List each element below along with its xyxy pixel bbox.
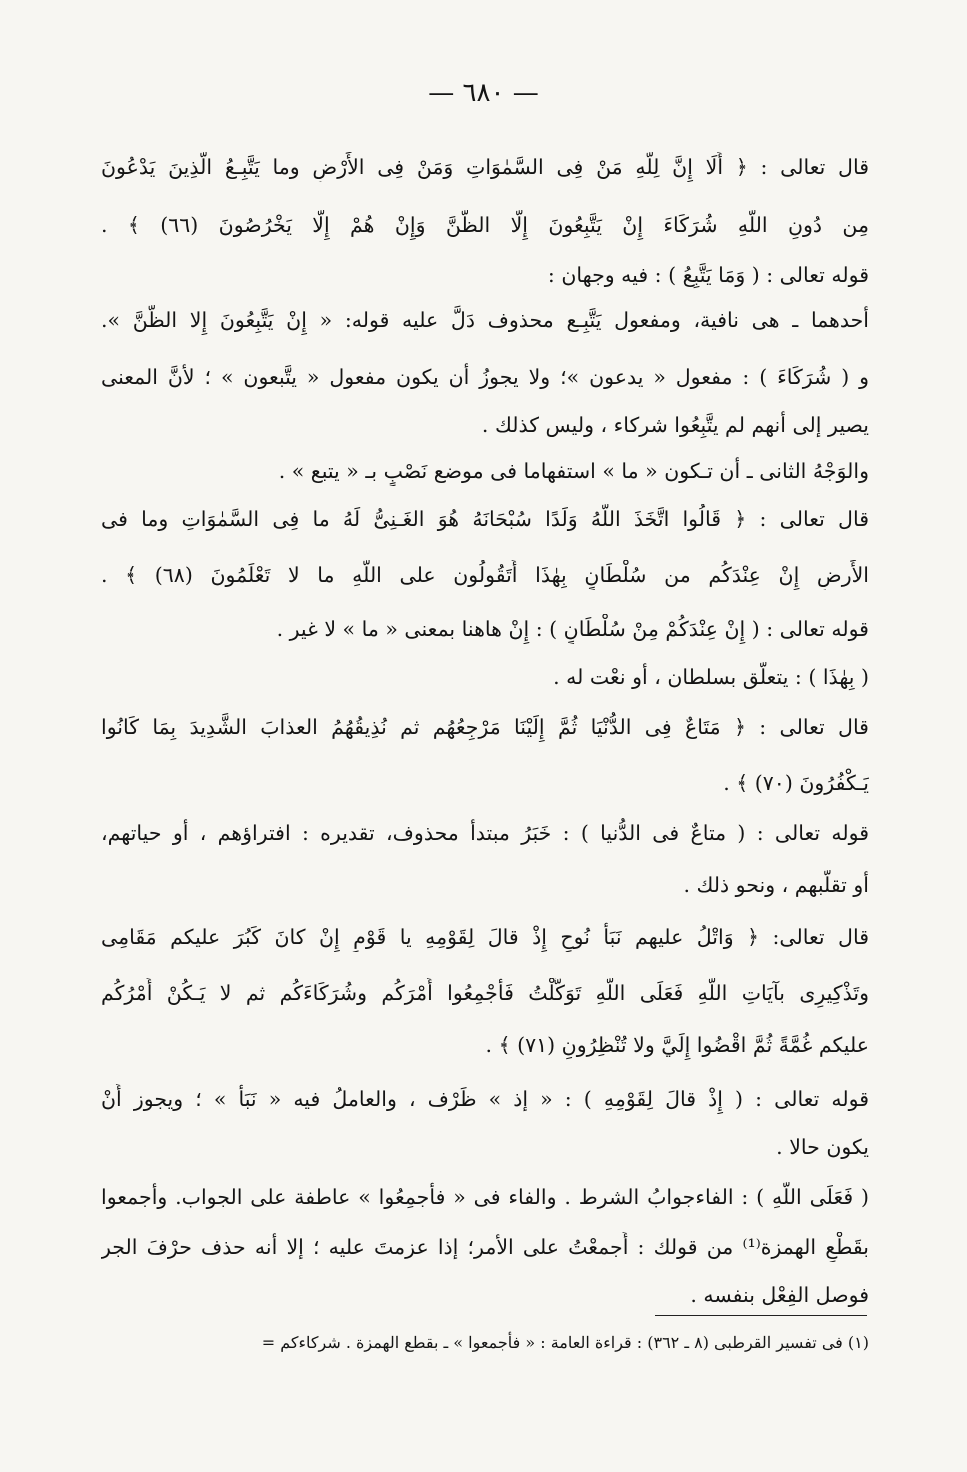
- text-line: قوله تعالى : ( وَمَا يَتَّبِعُ ) : فيه وجهان :: [547, 263, 869, 287]
- text-line: يكون حالا .: [776, 1135, 869, 1159]
- text-line: قال تعالى : ﴿ قَالُوا اتَّخَذَ اللَّهُ وَلَدًا سُبْحَانَهُ هُوَ الغَـنِىُّ لَهُ ما فِى السَّمٰوَاتِ وما فى: [101, 507, 869, 531]
- text-line: مِن دُونِ اللَّهِ شُرَكَاءَ إِنْ يَتَّبِعُونَ إِلَّا الظَّنَّ وَإِنْ هُمْ إِلَّا يَخْرُصُونَ (٦٦) ﴾ .: [101, 213, 869, 237]
- text-line: والوَجْهُ الثانى ـ أن تـكون « ما » استفهاما فى موضع نَصْبٍ بـ « يتبع » .: [278, 459, 869, 483]
- footnote: (١) فى تفسير القرطبى (٨ ـ ٣٦٢) : قراءة العامة : « فأجمعوا » ـ بقطع الهمزة . شركاءكم =: [261, 1333, 869, 1352]
- text-line: وتَذْكِيرِى بآيَاتِ اللَّهِ فَعَلَى اللَّهِ تَوَكَّلْتُ فَأَجْمِعُوا أَمْرَكُم وشُرَكَاءَكُم ثم لا يَـكُنْ أَمْرُكُم: [101, 981, 869, 1005]
- text-line: قال تعالى: ﴿ وَاتْلُ عليهم نَبَأَ نُوحٍ إِذْ قالَ لِقَوْمِهِ يا قَوْمِ إِنْ كانَ كَبُرَ عليكم مَقَامِى: [101, 925, 869, 949]
- text-line: عليكم غُمَّةً ثُمَّ اقْضُوا إِلَيَّ ولا تُنْظِرُونِ (٧١) ﴾ .: [485, 1033, 869, 1057]
- text-line: بقَطْعِ الهمزة⁽¹⁾ من قولك : أَجمعْتُ على الأمر؛ إذا عزمتَ عليه ؛ إلا أنه حذف حرْفَ الجر: [101, 1235, 869, 1259]
- text-line: أو تقلّبهم ، ونحو ذلك .: [683, 873, 869, 897]
- text-line: و ( شُرَكَاءَ ) : مفعول « يدعون »؛ ولا يجوزُ أن يكون مفعول « يتَّبعون » ؛ لأنَّ المعنى: [101, 365, 869, 389]
- text-line: قوله تعالى : ( إِنْ عِنْدَكُمْ مِنْ سُلْطَانٍ ) : إِنْ هاهنا بمعنى « ما » لا غير .: [276, 617, 869, 641]
- text-line: ( بِهٰذَا ) : يتعلّق بسلطان ، أو نعْت له .: [553, 665, 869, 689]
- text-line: الأَرضِ إِنْ عِنْدَكُم من سُلْطَانٍ بِهٰذَا أَتَقُولُون على اللَّهِ ما لا تَعْلَمُونَ (٦٨) ﴾ .: [101, 563, 869, 587]
- text-line: يصير إلى أنهم لم يتَّبِعُوا شركاء ، وليس كذلك .: [481, 413, 869, 437]
- text-line: فوصل الفِعْل بنفسه .: [690, 1283, 869, 1307]
- text-line: قوله تعالى : ( متاعٌ فى الدُّنيا ) : خَبَرُ مبتدأ محذوف، تقديره : افتراؤهم ، أو حياتهم،: [101, 821, 869, 845]
- text-line: أحدهما ـ هى نافية، ومفعول يَتَّبِـع محذوف دَلَّ عليه قوله: « إِنْ يَتَّبِعُونَ إِلا الظَّنَّ ».: [101, 308, 869, 332]
- text-line: يَـكْفُرُونَ (٧٠) ﴾ .: [723, 771, 869, 795]
- text-line: قال تعالى : ﴿ أَلَا إِنَّ لِلَّهِ مَنْ فِى السَّمٰوَاتِ وَمَنْ فِى الأَرْضِ وما يَتَّبِـعُ الَّذِينَ يَدْعُونَ: [101, 155, 869, 179]
- footnote-divider: [655, 1315, 867, 1316]
- text-line: قوله تعالى : ( إِذْ قالَ لِقَوْمِهِ ) : « إذ » ظَرْف ، والعاملُ فيه « نَبَأ » ؛ ويجوز أَنْ: [101, 1087, 869, 1111]
- text-line: ( فَعَلَى اللَّهِ ) : الفاءجوابُ الشرط . والفاء فى « فأجمِعُوا » عاطفة على الجواب. وأجمعوا: [101, 1185, 869, 1209]
- text-line: قال تعالى : ﴿ مَتَاعٌ فِى الدُّنْيَا ثُمَّ إِلَيْنَا مَرْجِعُهُم ثم نُذِيقُهُمُ العذابَ الشَّدِيدَ بِمَا كَانُوا: [101, 715, 869, 739]
- page-number: — ٦٨٠ —: [428, 78, 539, 108]
